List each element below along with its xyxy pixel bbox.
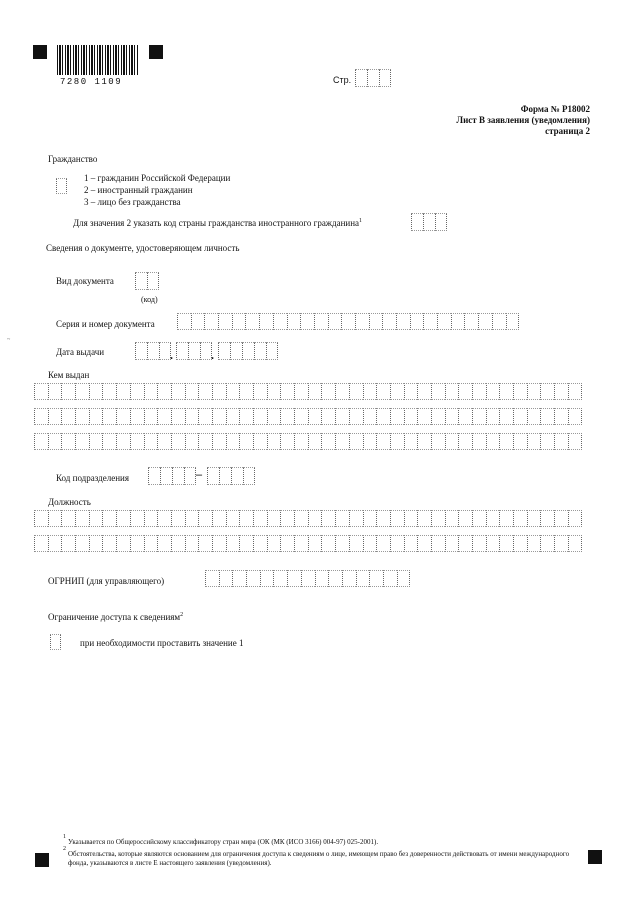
entry-cell[interactable]	[171, 510, 185, 527]
entry-cell[interactable]	[267, 383, 281, 400]
entry-cell[interactable]	[102, 433, 116, 450]
corner-marker-top-left	[33, 45, 47, 59]
entry-cell[interactable]	[253, 535, 267, 552]
entry-cell[interactable]	[486, 433, 500, 450]
entry-cell[interactable]	[48, 433, 62, 450]
entry-cell[interactable]	[390, 510, 404, 527]
entry-cell[interactable]	[48, 510, 62, 527]
entry-cell[interactable]	[116, 510, 130, 527]
entry-cell[interactable]	[171, 408, 185, 425]
entry-cell[interactable]	[102, 510, 116, 527]
entry-cell[interactable]	[458, 535, 472, 552]
entry-cell[interactable]	[445, 383, 459, 400]
position-title: Должность	[48, 497, 91, 507]
entry-cell[interactable]	[144, 510, 158, 527]
entry-cell[interactable]	[431, 383, 445, 400]
entry-cell[interactable]	[335, 408, 349, 425]
entry-cell[interactable]	[157, 383, 171, 400]
entry-cell[interactable]	[280, 535, 294, 552]
date-separator-2: .	[211, 348, 214, 362]
entry-cell[interactable]	[486, 408, 500, 425]
entry-cell[interactable]	[198, 535, 212, 552]
position-row-1[interactable]	[34, 510, 582, 527]
entry-cell[interactable]	[171, 383, 185, 400]
entry-cell[interactable]	[349, 408, 363, 425]
entry-cell[interactable]	[554, 408, 568, 425]
entry-cell[interactable]	[554, 535, 568, 552]
entry-cell[interactable]	[486, 383, 500, 400]
entry-cell[interactable]	[144, 433, 158, 450]
entry-cell[interactable]	[294, 383, 308, 400]
footnote-1-text: Указывается по Общероссийскому классификатору стран мира (ОК (МК (ИСО 3166) 004-97) 025-2001).	[68, 838, 379, 846]
barcode-number: 7280 1109	[60, 77, 123, 87]
entry-cell[interactable]	[130, 535, 144, 552]
entry-cell[interactable]	[116, 408, 130, 425]
page-number-field[interactable]	[355, 69, 391, 87]
entry-cell[interactable]	[185, 433, 199, 450]
page-label: Стр.	[333, 75, 352, 85]
entry-cell[interactable]	[321, 433, 335, 450]
entry-cell[interactable]	[226, 408, 240, 425]
entry-cell[interactable]	[34, 433, 48, 450]
entry-cell[interactable]	[75, 433, 89, 450]
entry-cell[interactable]	[472, 433, 486, 450]
entry-cell[interactable]	[568, 408, 582, 425]
entry-cell[interactable]	[321, 510, 335, 527]
entry-cell[interactable]	[349, 510, 363, 527]
entry-cell[interactable]	[239, 510, 253, 527]
issue-date-label: Дата выдачи	[56, 347, 105, 357]
entry-cell[interactable]	[61, 408, 75, 425]
subdivision-code-label: Код подразделения	[56, 473, 129, 483]
entry-cell[interactable]	[212, 383, 226, 400]
entry-cell[interactable]	[308, 408, 322, 425]
footnote-2-text: Обстоятельства, которые являются основанием для ограничения доступа к сведениям о лице, имеющем право без доверенности действовать от имени международного фонда, указываются в листе Е настоящего заявления (уведомления).	[68, 850, 570, 867]
entry-cell[interactable]	[376, 408, 390, 425]
issue-date-month-field[interactable]	[176, 342, 212, 360]
entry-cell[interactable]	[280, 408, 294, 425]
entry-cell[interactable]	[89, 535, 103, 552]
entry-cell[interactable]	[157, 510, 171, 527]
document-code-label: (код)	[141, 295, 158, 304]
entry-cell[interactable]	[390, 408, 404, 425]
entry-cell[interactable]	[89, 383, 103, 400]
entry-cell[interactable]	[239, 383, 253, 400]
entry-cell[interactable]	[102, 383, 116, 400]
entry-cell[interactable]	[527, 408, 541, 425]
entry-cell[interactable]	[116, 433, 130, 450]
entry-cell[interactable]	[89, 433, 103, 450]
entry-cell[interactable]	[431, 408, 445, 425]
entry-cell[interactable]	[431, 535, 445, 552]
sheet-page: страница 2	[545, 126, 590, 136]
entry-cell[interactable]	[34, 535, 48, 552]
corner-marker-bottom-right	[588, 850, 602, 864]
citizenship-option-1: 1 – гражданин Российской Федерации	[84, 173, 231, 183]
entry-cell[interactable]	[75, 535, 89, 552]
entry-cell[interactable]	[540, 510, 554, 527]
sheet-title: Лист В заявления (уведомления)	[456, 115, 590, 125]
entry-cell[interactable]	[499, 383, 513, 400]
entry-cell[interactable]	[308, 510, 322, 527]
entry-cell[interactable]	[554, 383, 568, 400]
entry-cell[interactable]	[458, 408, 472, 425]
entry-cell[interactable]	[404, 433, 418, 450]
entry-cell[interactable]	[267, 535, 281, 552]
entry-cell[interactable]	[253, 510, 267, 527]
entry-cell[interactable]	[61, 535, 75, 552]
position-row-2[interactable]	[34, 535, 582, 552]
entry-cell[interactable]	[48, 383, 62, 400]
entry-cell[interactable]	[321, 408, 335, 425]
entry-cell[interactable]	[226, 535, 240, 552]
issued-by-row-3[interactable]	[34, 433, 582, 450]
citizenship-field[interactable]	[56, 178, 67, 194]
entry-cell[interactable]	[157, 535, 171, 552]
entry-cell[interactable]	[280, 433, 294, 450]
footnote-2-number: 2	[63, 846, 66, 852]
entry-cell[interactable]	[185, 535, 199, 552]
entry-cell[interactable]	[554, 433, 568, 450]
entry-cell[interactable]	[486, 535, 500, 552]
entry-cell[interactable]	[335, 433, 349, 450]
entry-cell[interactable]	[321, 535, 335, 552]
entry-cell[interactable]	[513, 408, 527, 425]
entry-cell[interactable]	[144, 535, 158, 552]
entry-cell[interactable]	[308, 535, 322, 552]
entry-cell[interactable]	[61, 383, 75, 400]
subdivision-code-part2-field[interactable]	[207, 467, 255, 485]
footnote-ref-1: 1	[359, 218, 363, 224]
entry-cell[interactable]	[267, 433, 281, 450]
entry-cell[interactable]	[349, 433, 363, 450]
entry-cell[interactable]	[363, 510, 377, 527]
document-series-label: Серия и номер документа	[56, 319, 155, 329]
entry-cell[interactable]	[390, 383, 404, 400]
entry-cell[interactable]	[212, 510, 226, 527]
entry-cell[interactable]	[417, 535, 431, 552]
entry-cell[interactable]	[540, 535, 554, 552]
entry-cell[interactable]	[280, 383, 294, 400]
entry-cell[interactable]	[34, 383, 48, 400]
entry-cell[interactable]	[404, 383, 418, 400]
entry-cell[interactable]	[198, 433, 212, 450]
entry-cell[interactable]	[144, 383, 158, 400]
entry-cell[interactable]	[445, 408, 459, 425]
entry-cell[interactable]	[472, 510, 486, 527]
entry-cell[interactable]	[75, 408, 89, 425]
citizenship-title: Гражданство	[48, 154, 98, 164]
entry-cell[interactable]	[527, 535, 541, 552]
entry-cell[interactable]	[130, 433, 144, 450]
entry-cell[interactable]	[472, 535, 486, 552]
entry-cell[interactable]	[445, 510, 459, 527]
entry-cell[interactable]	[431, 433, 445, 450]
entry-cell[interactable]	[89, 510, 103, 527]
entry-cell[interactable]	[102, 408, 116, 425]
entry-cell[interactable]	[513, 510, 527, 527]
entry-cell[interactable]	[513, 535, 527, 552]
document-series-field[interactable]	[177, 313, 519, 330]
entry-cell[interactable]	[185, 383, 199, 400]
entry-cell[interactable]	[308, 433, 322, 450]
country-code-label: Для значения 2 указать код страны гражданства иностранного гражданина$^1$	[73, 218, 363, 228]
entry-cell[interactable]	[185, 510, 199, 527]
entry-cell[interactable]	[294, 510, 308, 527]
entry-cell[interactable]	[404, 535, 418, 552]
entry-cell[interactable]	[212, 408, 226, 425]
barcode	[57, 45, 139, 75]
issue-date-year-field[interactable]	[218, 342, 278, 360]
entry-cell[interactable]	[239, 535, 253, 552]
document-type-field[interactable]	[135, 272, 159, 290]
entry-cell[interactable]	[499, 510, 513, 527]
entry-cell[interactable]	[226, 433, 240, 450]
entry-cell[interactable]	[376, 535, 390, 552]
entry-cell[interactable]	[486, 510, 500, 527]
entry-cell[interactable]	[198, 510, 212, 527]
subdivision-separator: –	[196, 467, 202, 481]
entry-cell[interactable]	[404, 510, 418, 527]
entry-cell[interactable]	[294, 433, 308, 450]
entry-cell[interactable]	[89, 408, 103, 425]
corner-marker-bottom-left	[35, 853, 49, 867]
entry-cell[interactable]	[321, 383, 335, 400]
entry-cell[interactable]	[527, 433, 541, 450]
entry-cell[interactable]	[48, 408, 62, 425]
form-header	[456, 104, 590, 137]
country-code-field[interactable]	[411, 213, 447, 231]
entry-cell[interactable]	[253, 408, 267, 425]
entry-cell[interactable]	[363, 408, 377, 425]
access-restriction-title: Ограничение доступа к сведениям$^2$	[48, 612, 184, 622]
entry-cell[interactable]	[363, 383, 377, 400]
corner-marker-top-right	[149, 45, 163, 59]
entry-cell[interactable]	[226, 510, 240, 527]
entry-cell[interactable]	[116, 383, 130, 400]
footnote-ref-2: 2	[180, 612, 184, 618]
entry-cell[interactable]	[267, 510, 281, 527]
entry-cell[interactable]	[130, 510, 144, 527]
entry-cell[interactable]	[445, 433, 459, 450]
entry-cell[interactable]	[253, 433, 267, 450]
entry-cell[interactable]	[335, 535, 349, 552]
entry-cell[interactable]	[458, 433, 472, 450]
entry-cell[interactable]	[417, 433, 431, 450]
entry-cell[interactable]	[34, 510, 48, 527]
subdivision-code-part1-field[interactable]	[148, 467, 196, 485]
entry-cell[interactable]	[568, 433, 582, 450]
form-number: Форма № Р18002	[520, 104, 590, 114]
entry-cell[interactable]	[513, 383, 527, 400]
entry-cell[interactable]	[431, 510, 445, 527]
entry-cell[interactable]	[253, 383, 267, 400]
entry-cell[interactable]	[540, 383, 554, 400]
entry-cell[interactable]	[171, 535, 185, 552]
entry-cell[interactable]	[280, 510, 294, 527]
entry-cell[interactable]	[417, 510, 431, 527]
entry-cell[interactable]	[376, 433, 390, 450]
citizenship-option-3: 3 – лицо без гражданства	[84, 197, 181, 207]
issued-by-label: Кем выдан	[48, 370, 90, 380]
entry-cell[interactable]	[157, 408, 171, 425]
document-section-title: Сведения о документе, удостоверяющем личность	[46, 243, 240, 253]
entry-cell[interactable]	[390, 433, 404, 450]
entry-cell[interactable]	[308, 383, 322, 400]
entry-cell[interactable]	[472, 408, 486, 425]
access-restriction-hint: при необходимости проставить значение 1	[80, 638, 244, 648]
entry-cell[interactable]	[376, 383, 390, 400]
entry-cell[interactable]	[130, 383, 144, 400]
entry-cell[interactable]	[540, 408, 554, 425]
entry-cell[interactable]	[212, 433, 226, 450]
entry-cell[interactable]	[417, 408, 431, 425]
entry-cell[interactable]	[61, 433, 75, 450]
entry-cell[interactable]	[527, 383, 541, 400]
entry-cell[interactable]	[554, 510, 568, 527]
access-restriction-field[interactable]	[50, 634, 61, 650]
ogrnip-field[interactable]	[205, 570, 410, 587]
citizenship-option-2: 2 – иностранный гражданин	[84, 185, 193, 195]
entry-cell[interactable]	[185, 408, 199, 425]
entry-cell[interactable]	[226, 383, 240, 400]
entry-cell[interactable]	[568, 510, 582, 527]
document-type-label: Вид документа	[56, 276, 114, 286]
entry-cell[interactable]	[363, 535, 377, 552]
ogrnip-label: ОГРНИП (для управляющего)	[48, 576, 165, 586]
entry-cell[interactable]	[102, 535, 116, 552]
entry-cell[interactable]	[294, 535, 308, 552]
entry-cell[interactable]	[198, 383, 212, 400]
entry-cell[interactable]	[458, 510, 472, 527]
entry-cell[interactable]	[157, 433, 171, 450]
entry-cell[interactable]	[472, 383, 486, 400]
entry-cell[interactable]	[198, 408, 212, 425]
entry-cell[interactable]	[499, 433, 513, 450]
entry-cell[interactable]	[390, 535, 404, 552]
entry-cell[interactable]	[499, 408, 513, 425]
entry-cell[interactable]	[363, 433, 377, 450]
footnote-1-number: 1	[63, 834, 66, 840]
entry-cell[interactable]	[404, 408, 418, 425]
entry-cell[interactable]	[513, 433, 527, 450]
entry-cell[interactable]	[499, 535, 513, 552]
date-separator-1: .	[170, 348, 173, 362]
entry-cell[interactable]	[335, 383, 349, 400]
entry-cell[interactable]	[294, 408, 308, 425]
entry-cell[interactable]	[349, 383, 363, 400]
issue-date-day-field[interactable]	[135, 342, 171, 360]
entry-cell[interactable]	[144, 408, 158, 425]
margin-mark: ~	[7, 337, 11, 343]
entry-cell[interactable]	[445, 535, 459, 552]
issued-by-row-1[interactable]	[34, 383, 582, 400]
entry-cell[interactable]	[212, 535, 226, 552]
entry-cell[interactable]	[48, 535, 62, 552]
entry-cell[interactable]	[61, 510, 75, 527]
entry-cell[interactable]	[171, 433, 185, 450]
entry-cell[interactable]	[75, 383, 89, 400]
entry-cell[interactable]	[568, 383, 582, 400]
entry-cell[interactable]	[75, 510, 89, 527]
entry-cell[interactable]	[458, 383, 472, 400]
entry-cell[interactable]	[239, 408, 253, 425]
entry-cell[interactable]	[34, 408, 48, 425]
entry-cell[interactable]	[239, 433, 253, 450]
entry-cell[interactable]	[376, 510, 390, 527]
entry-cell[interactable]	[540, 433, 554, 450]
entry-cell[interactable]	[417, 383, 431, 400]
issued-by-row-2[interactable]	[34, 408, 582, 425]
entry-cell[interactable]	[130, 408, 144, 425]
entry-cell[interactable]	[568, 535, 582, 552]
entry-cell[interactable]	[527, 510, 541, 527]
entry-cell[interactable]	[349, 535, 363, 552]
entry-cell[interactable]	[335, 510, 349, 527]
entry-cell[interactable]	[267, 408, 281, 425]
entry-cell[interactable]	[116, 535, 130, 552]
